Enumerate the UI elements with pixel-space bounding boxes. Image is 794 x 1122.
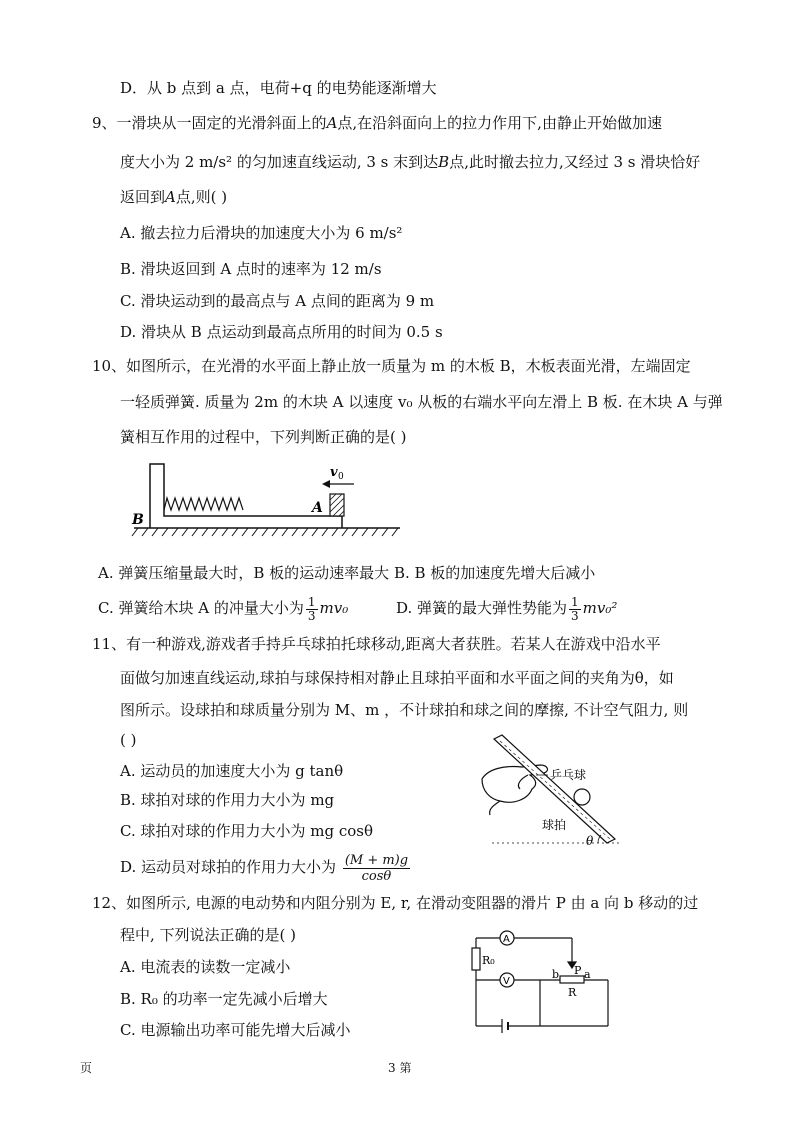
- q10-stem-line3: 簧相互作用的过程中，下列判断正确的是( ): [120, 428, 407, 446]
- label-v: v: [330, 465, 338, 480]
- q12-circuit: [470, 928, 615, 1043]
- footer-left: 页: [80, 1061, 93, 1075]
- q11-figure: [470, 735, 640, 850]
- label-b: B: [132, 512, 144, 528]
- q11-stem-line2: 面做匀加速直线运动,球拍与球保持相对静止且球拍平面和水平面之间的夹角为θ，如: [120, 669, 674, 687]
- q10-figure: [120, 460, 410, 540]
- label-r: R: [568, 986, 577, 999]
- label-a: A: [312, 500, 323, 516]
- velocity-arrowhead: [322, 480, 330, 488]
- q11-option-c: C. 球拍对球的作用力大小为 mg cosθ: [120, 822, 374, 840]
- q12-option-b: B. R₀ 的功率一定先减小后增大: [120, 990, 328, 1008]
- q9-option-b: B. 滑块返回到 A 点时的速率为 12 m/s: [120, 260, 382, 278]
- q9-option-d: D. 滑块从 B 点运动到最高点所用的时间为 0.5 s: [120, 323, 443, 341]
- q12-option-a: A. 电流表的读数一定减小: [120, 958, 291, 976]
- q9-number: 9、: [92, 114, 117, 132]
- q9-option-c: C. 滑块运动到的最高点与 A 点间的距离为 9 m: [120, 292, 435, 310]
- board-b: [150, 464, 342, 528]
- q11-option-b: B. 球拍对球的作用力大小为 mg: [120, 791, 335, 809]
- q9-stem-line1: 9、一滑块从一固定的光滑斜面上的A点,在沿斜面向上的拉力作用下,由静止开始做加速: [92, 114, 662, 132]
- q12-stem-line2: 程中, 下列说法正确的是( ): [120, 926, 297, 944]
- label-theta: θ: [586, 834, 594, 848]
- label-ammeter: A: [503, 934, 510, 945]
- q9-stem-line2: 度大小为 2 m/s² 的匀加速直线运动, 3 s 末到达B点,此时撤去拉力,又经过 3 s 滑块恰好: [120, 153, 701, 171]
- label-ball: 乒乓球: [550, 768, 587, 782]
- q10-option-c: C. 弹簧给木块 A 的冲量大小为 $\frac{1}{3}$ mv₀: [98, 594, 349, 623]
- q9-stem-line3: 返回到A点,则( ): [120, 188, 228, 206]
- label-voltmeter: V: [503, 976, 510, 987]
- label-p: P: [574, 964, 582, 977]
- ping-pong-ball: [574, 789, 590, 805]
- label-r0: R₀: [482, 954, 495, 967]
- label-b: b: [552, 968, 560, 981]
- q12-stem-line1: 12、如图所示, 电源的电动势和内阻分别为 E, r, 在滑动变阻器的滑片 P 由 a 向 b 移动的过: [92, 894, 699, 912]
- q11-number: 11、: [92, 635, 127, 653]
- prev-option-d: D．从 b 点到 a 点，电荷+q 的电势能逐渐增大: [120, 79, 437, 97]
- footer-page-number: 3 第: [388, 1061, 412, 1075]
- label-v-sub: 0: [338, 472, 344, 482]
- q11-option-d: D. 运动员对球拍的作用力大小为 $\frac{(M + m)g}{\cos\theta}$: [120, 852, 409, 884]
- q12-option-c: C. 电源输出功率可能先增大后减小: [120, 1021, 351, 1039]
- q10-option-a: A. 弹簧压缩量最大时，B 板的运动速率最大 B. B 板的加速度先增大后减小: [98, 564, 596, 582]
- label-a: a: [584, 968, 591, 981]
- q11-option-a: A. 运动员的加速度大小为 g tanθ: [120, 762, 344, 780]
- fraction-one-third: $\frac{1}{3}$: [571, 594, 579, 623]
- q11-stem-line3: 图所示。设球拍和球质量分别为 M、m ，不计球拍和球之间的摩擦, 不计空气阻力, 则: [120, 701, 689, 719]
- fraction-one-third: $\frac{1}{3}$: [307, 594, 316, 623]
- spring: [164, 498, 243, 510]
- q9-option-a: A. 撤去拉力后滑块的加速度大小为 6 m/s²: [120, 224, 403, 242]
- q10-stem-line2: 一轻质弹簧. 质量为 2m 的木块 A 以速度 v₀ 从板的右端水平向左滑上 B 板. 在木块 A 与弹: [120, 393, 723, 411]
- q12-number: 12、: [92, 894, 127, 912]
- label-racket: 球拍: [542, 818, 567, 832]
- ground-hatching: [132, 528, 398, 536]
- q10-option-d: D. 弹簧的最大弹性势能为 $\frac{1}{3}$ mv₀²: [396, 594, 618, 623]
- q10-stem-line1: 10、如图所示，在光滑的水平面上静止放一质量为 m 的木板 B，木板表面光滑，左端固定: [92, 357, 691, 375]
- q11-stem-line4: ( ): [120, 731, 137, 749]
- q11-fraction: $\frac{(M + m)g}{\cos\theta}$: [344, 852, 409, 884]
- q11-stem-line1: 11、有一种游戏,游戏者手持乒乓球拍托球移动,距离大者获胜。若某人在游戏中沿水平: [92, 635, 661, 653]
- q10-number: 10、: [92, 357, 127, 375]
